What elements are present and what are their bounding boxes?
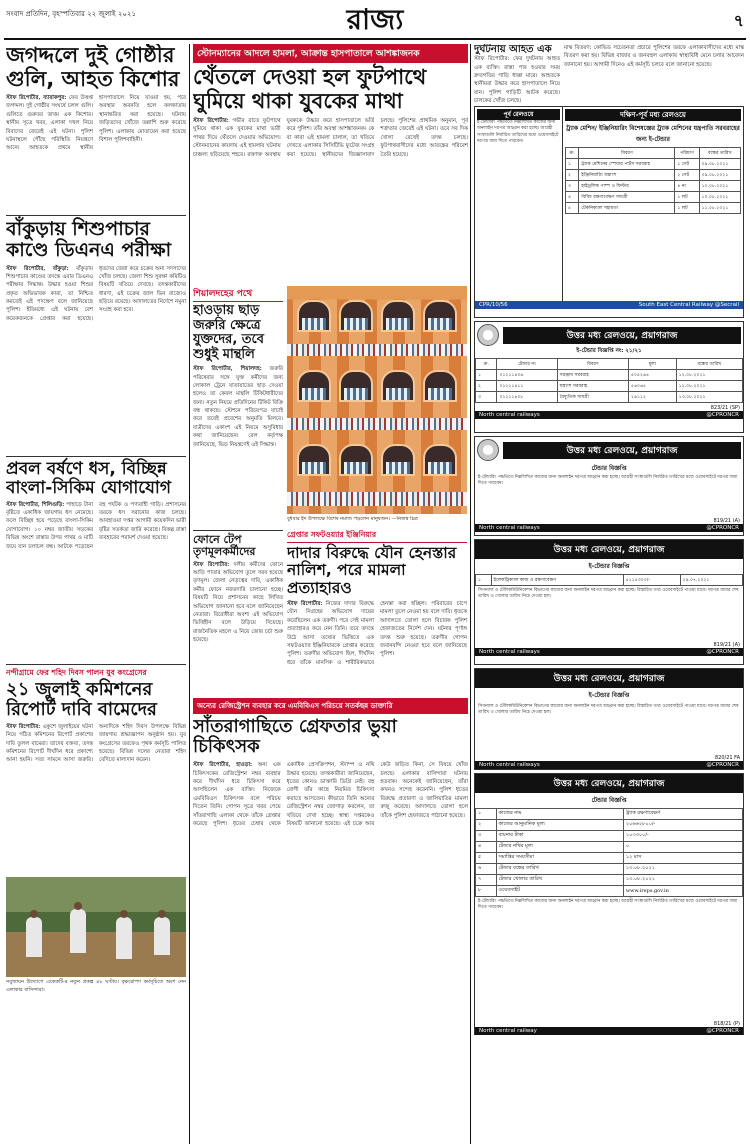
divider (6, 664, 186, 665)
dateline: স্টাফ রিপোর্টার: (193, 118, 229, 125)
arch-row (287, 300, 467, 332)
cell: ৪ (476, 842, 497, 853)
cell: বৈদ্যুতিক সামগ্রী (557, 392, 628, 403)
ncr-tender-ad (474, 321, 744, 433)
person-figure (154, 917, 170, 955)
ad-footer-right: @CPRONCR (706, 1028, 739, 1034)
table-row (476, 809, 743, 820)
table-header-row (566, 148, 741, 159)
ad-footer (475, 761, 743, 769)
cell: ইলেকট্রিক্যাল কাজ ও রক্ষণাবেক্ষণ (491, 575, 623, 586)
ad-subtitle: ট্র্যাক মেশিন/ ইঞ্জিনিয়ারিং বিশেষজ্ঞের ট্র্যাক মেশিনের যন্ত্রপাতি সরবরাহের জন্য ই-টেন্ডার (566, 125, 740, 143)
harassment-story (287, 530, 467, 695)
cell: ২৬১১২ (629, 392, 677, 403)
ad-title: উত্তর মধ্য রেলওয়ে, প্রয়াগরাজ (475, 540, 743, 559)
cell: ০৯.০৮.২০২১ (699, 159, 740, 170)
cell: ৫ (476, 853, 497, 864)
cell: ২ সেট (675, 170, 699, 181)
divider (6, 456, 186, 457)
cell: ৫১১৫৩০০/- (623, 575, 680, 586)
table-row (476, 370, 743, 381)
story-text: দলীয় কর্মীদের ফোনে আড়ি পাতার অভিযোগ তুলে সরব হয়েছে তৃণমূল। জেলা নেতৃত্বের দাবি, একাধিক কর্মীর ফোনে নজরদারি চালানো হচ্ছে। বিষয়টি নিয়ে প্রশাসনের কাছে লিখিত অভিযোগ জানানো হবে বলে জানিয়েছেন নেতারা। বিরোধীরা অবশ্য এই অভিযোগ ভিত্তিহীন বলে উড়িয়ে দিয়েছে। রাজনৈতিক মহলে এ নিয়ে জোর চর্চা শুরু হয়েছে। (193, 561, 283, 643)
table-row (476, 853, 743, 864)
cell: টেকনিক্যাল সহায়তা (579, 203, 675, 214)
dateline: স্টাফ রিপোর্টার, ব্যারাকপুর: (6, 95, 67, 102)
left-column (6, 44, 186, 1142)
photo-caption: বুধবার ইদ উপলক্ষে বিশেষ নমাজ পড়লেন মানুষজন। —নিজস্ব চিত্র (287, 516, 418, 522)
cell: ১৩.০৮.২০২১ (676, 392, 742, 403)
cell: টেন্ডার নথির মূল্য (496, 842, 623, 853)
cell: টেন্ডার বন্ধের তারিখ (496, 864, 623, 875)
cell: ২৯.০৭.২০২১ (680, 575, 742, 586)
story-body (193, 761, 468, 1144)
crowd (287, 344, 467, 356)
dateline: স্টাফ রিপোর্টার: (193, 561, 230, 568)
column-header: বন্ধের তারিখ (676, 359, 742, 370)
cell: ২০৬৬২৮০০/- (623, 820, 742, 831)
ad-footer (475, 411, 743, 419)
column-header: মূল্য (629, 359, 677, 370)
table-row (476, 842, 743, 853)
side-notice-title: পূর্ব রেলওয়ে (477, 109, 560, 120)
top-right-row (474, 44, 744, 104)
table-row (566, 203, 741, 214)
table-row (476, 392, 743, 403)
story-headline: দাদার বিরুদ্ধে যৌন হেনস্তার নালিশ, পরে মামলা প্রত্যাহারও (287, 544, 457, 597)
cell: ৪ নং (675, 181, 699, 192)
story-headline: দুর্ঘটনায় আহত এক (474, 44, 552, 55)
ad-footer (475, 648, 743, 656)
table-header-row (476, 359, 743, 370)
table-row (476, 820, 743, 831)
story-text: বাঁকুড়ায় শিশুপাচার কাণ্ডের তদন্তে এবার ডিএনএ পরীক্ষার সিদ্ধান্ত। উদ্ধার হওয়া শিশুর প্রকৃত অভিভাবক কারা, তা নিশ্চিত করতেই এই পদক্ষেপ বলে জানিয়েছে পুলিশ। ইতিমধ্যে এই ঘটনায় বেশ কয়েকজনকে গ্রেপ্তার করা হয়েছে। ধৃতদের জেরা করে চক্রের অন্য সদস্যদের খোঁজ চলছে। জেলা শিশু সুরক্ষা কমিটিও বিষয়টি খতিয়ে দেখছে। তদন্তকারীদের ধারণা, এই চক্রের জাল ভিন রাজ্যেও ছড়িয়ে রয়েছে। আদালতের নির্দেশে নমুনা সংগ্রহ করা হবে। (6, 265, 186, 322)
ser-tender-ad (474, 106, 744, 318)
table-row (566, 159, 741, 170)
table-row (476, 381, 743, 392)
table-row (566, 192, 741, 203)
cell: ২ (476, 381, 497, 392)
ad-title: উত্তর মধ্য রেলওয়ে, প্রয়াগরাজ (503, 442, 741, 459)
ad-subtitle: ই-টেন্ডার বিজ্ঞপ্তি নং: ২১/২১ (576, 348, 642, 354)
arch (339, 300, 373, 332)
cell: ৪ (566, 192, 579, 203)
story-text: জরুরি পরিষেবার সঙ্গে যুক্ত কর্মীদের জন্য লোকাল ট্রেনে যাতায়াতের ছাড় দেওয়া হলেও তা কেবল মান্থলি টিকিটধারীদের জন্য। নতুন নিয়মে প্রতিদিনের টিকিট বিক্রি বন্ধ থাকছে। স্টেশনে পরিচয়পত্র যাচাই করে তবেই প্রবেশের অনুমতি মিলবে। যাত্রীদের একাংশ এই নিয়মে অসুবিধার কথা জানিয়েছেন। রেল কর্তৃপক্ষ জানিয়েছে, ভিড় নিয়ন্ত্রণেই এই সিদ্ধান্ত। (193, 366, 283, 448)
cell: ৮ (476, 886, 497, 897)
story-text: ফের উত্তপ্ত জগদ্দল। দুই গোষ্ঠীর সংঘর্ষে চলল গুলি। গুলিতে গুরুতর জখম এক কিশোর। স্থানীয় সূত্রে খবর, এলাকা দখল নিয়ে বিবাদের জেরেই এই ঘটনা। পুলিশ ঘটনাস্থলে পৌঁছে পরিস্থিতি নিয়ন্ত্রণে আনে। আহতকে প্রথমে স্থানীয় হাসপাতালে নিয়ে যাওয়া হয়, পরে অবস্থার অবনতি হলে কলকাতায় স্থানান্তরিত করা হয়েছে। ঘটনায় জড়িতদের খোঁজে তল্লাশি শুরু করেছে পুলিশ। এলাকায় মোতায়েন করা হয়েছে বিশাল পুলিশবাহিনী। (6, 95, 186, 152)
ad-footer (475, 1027, 743, 1035)
ncr-tender-ad (474, 773, 744, 1035)
ad-footer-left: CPR/10/56 (479, 302, 508, 308)
dateline: স্টাফ রিপোর্টার, হাওড়া: (193, 762, 253, 769)
story-text: গভীর রাতে ফুটপাথে ঘুমিয়ে থাকা এক যুবকের মাথা ভারী পাথর দিয়ে থেঁতলে দেওয়ার অভিযোগ। স্টোনম্যানের কায়দায় এই হামলার ঘটনায় চাঞ্চল্য ছড়িয়েছে শহরে। রক্তাক্ত অবস্থায় যুবককে উদ্ধার করে হাসপাতালে ভর্তি করে পুলিশ। তাঁর অবস্থা আশঙ্কাজনক। কে বা কারা এই হামলা চালাল, তা খতিয়ে দেখতে এলাকার সিসিটিভি ফুটেজ সংগ্রহ করা হয়েছে। স্থানীয়দের জিজ্ঞাসাবাদ চলছে। পুলিশের প্রাথমিক অনুমান, পূর্ব শত্রুতার জেরেই এই ঘটনা। তবে সব দিক খোলা রেখেই তদন্ত চলছে। ফুটপাথবাসীদের মধ্যে আতঙ্কের পরিবেশ তৈরি হয়েছে। (193, 118, 468, 158)
tender-table (475, 358, 743, 403)
cell: ৫ (566, 203, 579, 214)
cell: কাজের আনুমানিক মূল্য (496, 820, 623, 831)
ad-body: ই-টেন্ডারিং পদ্ধতিতে নিম্নলিখিত কাজের জন্য অনলাইন দরপত্র আহ্বান করা হচ্ছে। আগ্রহী সংস্থাগুলি নির্ধারিত তারিখের মধ্যে ওয়েবসাইটে দরপত্র জমা দিতে পারবেন। (478, 899, 738, 911)
garden-photo (6, 877, 186, 977)
phone-story (193, 530, 283, 690)
ad-footer-right: @CPRONCR (706, 762, 739, 768)
cell: ট্র্যাক রক্ষণাবেক্ষণ (623, 809, 742, 820)
cell: সরঞ্জাম সরবরাহ (557, 370, 628, 381)
column-header: বন্ধের তারিখ (699, 148, 740, 159)
ad-code: 820/21 FA (714, 755, 740, 761)
story-text: নিজের দাদার বিরুদ্ধে যৌন নিগ্রহের অভিযোগ দায়ের করেছিলেন এক তরুণী। পরে সেই মামলা প্রত্যাহারও করে নেন তিনি। তবে তদন্তে উঠে আসা তথ্যের ভিত্তিতে এক সফটওয়্যার ইঞ্জিনিয়ারকে গ্রেপ্তার করেছে পুলিশ। তরুণীর অভিযোগ ছিল, দীর্ঘদিন ধরে তাঁকে মানসিক ও শারীরিকভাবে হেনস্তা করা হচ্ছিল। পরিবারের চাপে মামলা তুলে নেওয়া হয় বলে দাবি। ধৃতকে আদালতে তোলা হলে বিচারক পুলিশ হেফাজতের নির্দেশ দেন। ঘটনার পূর্ণাঙ্গ তদন্ত শুরু হয়েছে। তরুণীর গোপন জবানবন্দি নেওয়া হবে বলে জানিয়েছে পুলিশ। (287, 601, 467, 666)
side-notice-text: ই-টেন্ডারিং পদ্ধতিতে নিম্নলিখিত কাজের জন্য অনলাইন দরপত্র আহ্বান করা হচ্ছে। আগ্রহী সংস্থাগুলি নির্ধারিত তারিখের মধ্যে ওয়েবসাইটে দরপত্র জমা দিতে পারবেন। (477, 120, 559, 145)
cell: ১০৩৩০০/- (623, 831, 742, 842)
cell: ০ (623, 842, 742, 853)
arch (339, 370, 373, 402)
ad-header (475, 437, 743, 463)
story-body (193, 561, 283, 683)
table-row (566, 181, 741, 192)
cell: ট্র্যাক মেশিনের স্পেয়ার পার্টস সরবরাহ (579, 159, 675, 170)
sidebar-headline: হাওড়ায় ছাড় জরুরি ক্ষেত্রে যুক্তদের, তবে শুধুই মান্থলি (193, 303, 264, 362)
cell: ৩ (476, 831, 497, 842)
arch-row (287, 370, 467, 402)
table-row (476, 575, 743, 586)
dateline: স্টাফ রিপোর্টার: (6, 723, 41, 730)
ad-subtitle: টেন্ডার বিজ্ঞপ্তি (591, 797, 627, 804)
column-header: ক্র. (476, 359, 497, 370)
ad-body: সিগন্যাল ও টেলিকমিউনিকেশন বিভাগের কাজের জন্য অনলাইন দরপত্র আহ্বান করা হচ্ছে। বিস্তারিত তথ্য ওয়েবসাইটে পাওয়া যাবে। দরপত্র জমার শেষ তারিখ ও খোলার তারিখ নিচে দেওয়া হল। (478, 704, 739, 716)
eid-prayer-photo (287, 286, 467, 514)
accident-story (474, 44, 560, 104)
cell: ১৩.০৮.২০২১ (623, 864, 742, 875)
ad-footer-left: North central railways (479, 649, 540, 655)
railway-emblem-icon (477, 324, 499, 346)
ad-footer-left: North central railways (479, 762, 540, 768)
cell: টেন্ডার খোলার তারিখ (496, 875, 623, 886)
table-row (476, 864, 743, 875)
sidebar-kicker: শিয়ালদহের পথে (193, 286, 283, 302)
story-text: অন্য এক চিকিৎসকের রেজিস্ট্রেশন নম্বর ব্যবহার করে দীর্ঘদিন ধরে চিকিৎসা করে আসছিলেন এক ব্যক্তি। নিজেকে এমবিবিএস চিকিৎসক বলে পরিচয় দিতেন তিনি। গোপন সূত্রে খবর পেয়ে সাঁতরাগাছি এলাকা থেকে তাঁকে গ্রেপ্তার করেছে পুলিশ। ধৃতের চেম্বার থেকে একাধিক প্রেসক্রিপশন, স্ট্যাম্প ও নথি উদ্ধার হয়েছে। তদন্তকারীরা জানিয়েছেন, ধৃতের কোনও ডাক্তারি ডিগ্রি নেই। বহু রোগী তাঁর কাছে নিয়মিত চিকিৎসা করাতে আসতেন। কীভাবে তিনি অন্যের রেজিস্ট্রেশন নম্বর জোগাড় করলেন, তা খতিয়ে দেখা হচ্ছে। স্বাস্থ্য দপ্তরকেও বিষয়টি জানানো হয়েছে। এই চক্রে আর কেউ জড়িত কিনা, সে বিষয়ে খোঁজ চলছে। এলাকার বাসিন্দারা ঘটনায় হতবাক। অনেকেই জানিয়েছেন, তাঁরা কখনও সন্দেহ করেননি। পুলিশ ধৃতের বিরুদ্ধে প্রতারণা ও জালিয়াতির মামলা রুজু করেছে। আদালতে তোলা হলে তাঁকে পুলিশ হেফাজতে পাঠানো হয়েছে। (193, 762, 468, 827)
header-rule (4, 38, 746, 40)
story-headline: ফোনে টেপ তৃণমূলকর্মীদের (193, 533, 256, 559)
crowd (287, 418, 467, 430)
arch (423, 300, 457, 332)
table-row (476, 831, 743, 842)
ad-footer-left: North central railways (479, 525, 540, 531)
arch (297, 300, 331, 332)
story-strap: অন্যের রেজিস্ট্রেশন ব্যবহার করে এমবিবিএস পরিচয়ে সতর্কছন্ন ডাক্তারি (193, 698, 468, 714)
divider (6, 215, 186, 216)
story-headline: ২১ জুলাই কমিশনের রিপোর্ট দাবি বামেদের (6, 678, 157, 720)
column-rule (189, 44, 190, 1144)
cell: ১২.০৮.২০২১ (676, 370, 742, 381)
person-figure (116, 917, 132, 959)
story-headline: বাঁকুড়ায় শিশুপাচার কাণ্ডে ডিএনএ পরীক্ষা (6, 218, 172, 262)
table-row (476, 875, 743, 886)
arch (423, 370, 457, 402)
er-side-notice (475, 107, 563, 301)
page-number: ৭ (733, 11, 744, 30)
cell: ১ (476, 575, 492, 586)
cell: ১ সেট (675, 159, 699, 170)
arch (339, 444, 373, 476)
table-row (566, 170, 741, 181)
story-kicker: গ্রেপ্তার সফটওয়্যার ইঞ্জিনিয়ার (287, 530, 467, 543)
cell: ৫৬০৬৫ (629, 381, 677, 392)
ncr-tender-ad (474, 539, 744, 665)
lead-body (193, 117, 468, 217)
ad-subtitle: ই-টেন্ডার বিজ্ঞপ্তি (588, 563, 630, 570)
ad-footer (475, 301, 743, 309)
column-rule (470, 44, 471, 1144)
column-header: বিবরণ (557, 359, 628, 370)
ad-footer-left: North central railway (479, 1028, 537, 1034)
ad-subtitle: ই-টেন্ডার বিজ্ঞপ্তি (588, 692, 630, 699)
story-body (6, 265, 186, 453)
cell: ওয়েবসাইট (496, 886, 623, 897)
lead-headline: থেঁতলে দেওয়া হল ফুটপাথে ঘুমিয়ে থাকা যুবকের মাথা (193, 65, 427, 113)
cell: বিবিধ রক্ষণাবেক্ষণ সামগ্রী (579, 192, 675, 203)
cell: ১ (476, 809, 497, 820)
story-text: একুশে জুলাইয়ের ঘটনা নিয়ে গঠিত কমিশনের রিপোর্ট প্রকাশের দাবি তুলল বামেরা। তাদের বক্তব্য, তদন্ত কমিশনের রিপোর্ট দীর্ঘদিন ধরে প্রকাশ্যে আনা হয়নি। সত্য সামনে আসা জরুরি। অন্যদিকে শহিদ দিবস উপলক্ষে বিভিন্ন জায়গায় শ্রদ্ধাজ্ঞাপন অনুষ্ঠান হয়। যুব কংগ্রেসের তরফেও পৃথক কর্মসূচি পালিত হয়েছে। বিভিন্ন দলের নেতারা শহিদ বেদিতে মাল্যদান করেন। (6, 723, 186, 764)
arch-row (287, 444, 467, 476)
column-header: পরিমাণ (675, 148, 699, 159)
cell: ২ (476, 820, 497, 831)
cell: হাইড্রলিক পাম্প ও ফিল্টার (579, 181, 675, 192)
cell: সমাপ্তির সময়সীমা (496, 853, 623, 864)
ad-code: 818/21 (P) (713, 1021, 740, 1027)
story-body (6, 94, 186, 212)
story-headline: প্রবল বর্ষণে ধস, বিচ্ছিন্ন বাংলা-সিকিম যোগাযোগ (6, 458, 171, 498)
railway-emblem-icon (477, 439, 499, 461)
ad-code: 819/21 (A) (713, 642, 740, 648)
ser-body (475, 107, 743, 301)
ad-title: দক্ষিণ-পূর্ব মধ্য রেলওয়ে (565, 109, 741, 121)
mask-notice: মাস্ক বিতরণ: কোভিড সচেতনতা প্রচারে পুলিশের তরফে এলাকাবাসীদের মধ্যে মাস্ক বিতরণ করা হয়। বিভিন্ন বাজার ও জনবহুল এলাকায় স্বাস্থ্যবিধি মেনে চলার আবেদন জানানো হয়। আগামী দিনেও এই কর্মসূচি চলবে বলে জানানো হয়েছে। (564, 45, 744, 68)
ad-code: 823/21 (SP) (710, 405, 740, 411)
person-figure (26, 917, 42, 957)
dateline: স্টাফ রিপোর্টার, বাঁকুড়া: (6, 265, 69, 272)
dateline: স্টাফ রিপোর্টার, শিলিগুড়ি: (6, 501, 65, 508)
dateline: স্টাফ রিপোর্টার, শিয়ালদহ: (193, 366, 262, 373)
ad-footer-right: @CPRONCR (706, 649, 739, 655)
ad-title: উত্তর মধ্য রেলওয়ে, প্রয়াগরাজ (475, 669, 743, 688)
arch (297, 444, 331, 476)
ncr-tender-ad (474, 668, 744, 770)
tender-table (475, 574, 743, 586)
cell: ২ (566, 170, 579, 181)
cell: কাজের নাম (496, 809, 623, 820)
tender-table (475, 808, 743, 897)
dateline: স্টাফ রিপোর্টার: (287, 601, 323, 608)
ad-footer-left: North central railways (479, 412, 540, 418)
story-kicker: নন্দীগ্রামে ফের শহিদ দিবস পালন যুব কংগ্রেসের (6, 667, 147, 677)
cell: ৩ (566, 181, 579, 192)
cell: ১০.০৮.২০২১ (699, 181, 740, 192)
cell: ০১২১১৪১১ (497, 381, 557, 392)
column-header: ক্র. (566, 148, 579, 159)
arch (381, 444, 415, 476)
story-body (6, 501, 186, 661)
cell: ০৯.০৮.২০২১ (699, 170, 740, 181)
cell: ৫০৫২৬৪ (629, 370, 677, 381)
table-row (476, 886, 743, 897)
ad-subtitle: টেন্ডার বিজ্ঞপ্তি (591, 465, 627, 472)
cell: বায়নার টাকা (496, 831, 623, 842)
story-headline: সাঁতরাগাছিতে গ্রেফতার ভুয়া চিকিৎসক (193, 716, 397, 758)
ad-code: 819/21 (A) (713, 518, 740, 524)
cell: ১২ মাস (623, 853, 742, 864)
story-strap: স্টোনম্যানের আদলে হামলা, আক্রান্ত হাসপাতালে আশঙ্কাজনক (193, 44, 468, 63)
column-header: টেন্ডার নং (497, 359, 557, 370)
cell: ১ লট (675, 192, 699, 203)
cell: ইঞ্জিনিয়ারিং যন্ত্রাংশ (579, 170, 675, 181)
section-title: রাজ্য (346, 3, 404, 36)
cell: ১২.০৮.২০২১ (676, 381, 742, 392)
ser-main (563, 107, 743, 301)
arch (381, 300, 415, 332)
tender-table (565, 147, 741, 214)
story-text: পাহাড়ে টানা বৃষ্টিতে একাধিক জায়গায় ধস নেমেছে। ফলে বিচ্ছিন্ন হয়ে পড়েছে বাংলা-সিকিম যোগাযোগ। ১০ নম্বর জাতীয় সড়কের বিভিন্ন অংশে রাস্তার উপর পাথর ও মাটি জমে যান চলাচল বন্ধ। আটকে পড়েছেন বহু পর্যটক ও পণ্যবাহী গাড়ি। প্রশাসনের তরফে ধস সরানোর কাজ চলছে। আবহাওয়া দপ্তর আগামী কয়েকদিন ভারী বৃষ্টির সতর্কতা জারি করেছে। বিকল্প রাস্তা ব্যবহারের পরামর্শ দেওয়া হয়েছে। (6, 501, 186, 550)
cell: ৭ (476, 875, 497, 886)
ad-header (475, 322, 743, 348)
cell: ০১২১১৪০৬ (497, 370, 557, 381)
arch (297, 370, 331, 402)
ads-column (474, 44, 744, 1144)
ncr-tender-ad (474, 436, 744, 536)
story-body: স্টাফ রিপোর্টার: ফের দুর্ঘটনায় আহত এক ব্যক্তি। রাস্তা পার হওয়ার সময় দ্রুতগতির গাড়ি ধাক্কা মারে। আহতকে স্থানীয়রা উদ্ধার করে হাসপাতালে নিয়ে যান। পুলিশ গাড়িটি আটক করেছে। চালকের খোঁজ চলছে। (474, 56, 560, 105)
divider (193, 530, 283, 531)
ad-body: সিগন্যাল ও টেলিকমিউনিকেশন বিভাগের কাজের জন্য অনলাইন দরপত্র আহ্বান করা হচ্ছে। বিস্তারিত তথ্য ওয়েবসাইটে পাওয়া যাবে। দরপত্র জমার শেষ তারিখ ও খোলার তারিখ নিচে দেওয়া হল। (478, 588, 739, 600)
cell: ৬ (476, 864, 497, 875)
ad-footer (475, 524, 743, 532)
cell: www.ireps.gov.in (623, 886, 742, 897)
story-body (287, 600, 467, 690)
crowd (287, 492, 467, 506)
ad-body: ই-টেন্ডারিং পদ্ধতিতে নিম্নলিখিত কাজের জন্য অনলাইন দরপত্র আহ্বান করা হচ্ছে। আগ্রহী সংস্থাগুলি নির্ধারিত তারিখের মধ্যে ওয়েবসাইটে দরপত্র জমা দিতে পারবেন। (478, 475, 738, 487)
cell: ১০.০৮.২০২১ (699, 192, 740, 203)
story-headline: জগদ্দলে দুই গোষ্ঠীর গুলি, আহত কিশোর (6, 44, 180, 91)
cell: ৩ (476, 392, 497, 403)
cell: ১১.০৮.২০২১ (699, 203, 740, 214)
cell: যন্ত্রাংশ সরবরাহ (557, 381, 628, 392)
ad-footer-right: @CPRONCR (706, 412, 739, 418)
story-body (6, 723, 186, 873)
cell: ০১২১১৪০৮ (497, 392, 557, 403)
fake-doctor-story (193, 698, 468, 1144)
ad-footer-right: @CPRONCR (706, 525, 739, 531)
cell: ১৩.০৮.২০২১ (623, 875, 742, 886)
cell: ১ (476, 370, 497, 381)
ad-title: উত্তর মধ্য রেলওয়ে, প্রয়াগরাজ (475, 774, 743, 793)
ad-footer-right: South East Central Railway @Secrail (638, 302, 739, 308)
cell: ১ লট (675, 203, 699, 214)
ad-title: উত্তর মধ্য রেলওয়ে, প্রয়াগরাজ (503, 327, 741, 344)
person-figure (70, 909, 86, 953)
masthead-date: সংবাদ প্রতিদিন, বৃহস্পতিবার ২২ জুলাই ২০২১ (6, 10, 137, 18)
arch (423, 444, 457, 476)
column-header: বিবরণ (579, 148, 675, 159)
photo-caption: সবুজায়ন উদ্যোগে একেকটি-র নতুন প্রকল্প ৪৮ ঘণ্টায়। বৃক্ষরোপণ কর্মসূচিতে অংশ নেন এলাকার বাসিন্দারা। (6, 978, 186, 993)
arch (381, 370, 415, 402)
cell: ১ (566, 159, 579, 170)
